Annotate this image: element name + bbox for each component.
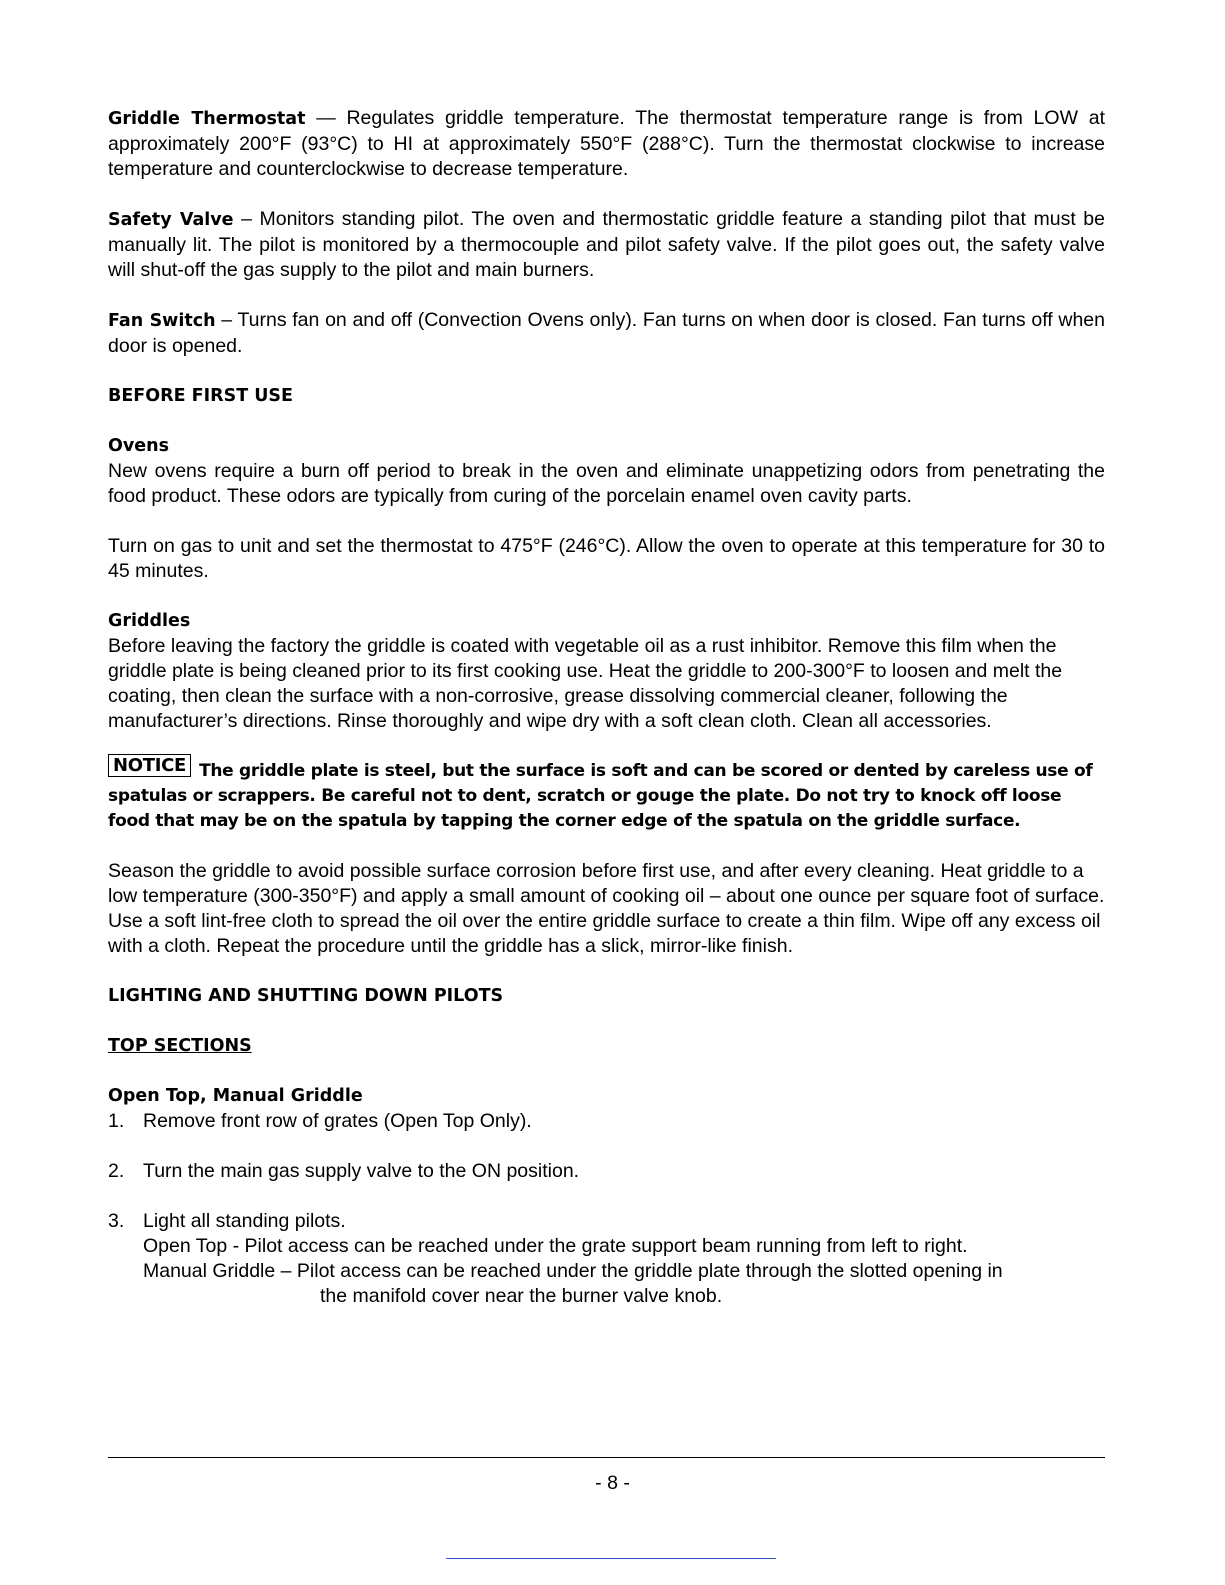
step-number: 2. bbox=[108, 1160, 125, 1182]
step-3-manual-griddle-note-cont: the manifold cover near the burner valve knob. bbox=[320, 1285, 723, 1307]
griddle-thermostat-text: — Regulates griddle temperature. The thermostat temperature range is from LOW at approximately 200°F (93°C) to HI at approximately 550°F (288°C). Turn the thermostat clockwise to increase temperature and counterclockwise to decrease temperature. bbox=[108, 107, 1105, 180]
safety-valve-text: – Monitors standing pilot. The oven and thermostatic griddle feature a standing pilot that must be manually lit. The pilot is monitored by a thermocouple and pilot safety valve. If the pilot goes out, the safety valve will shut-off the gas supply to the pilot and main burners. bbox=[108, 208, 1105, 281]
document-page bbox=[108, 106, 1105, 1334]
step-3-open-top-note: Open Top - Pilot access can be reached under the grate support beam running from left to right. bbox=[143, 1235, 968, 1257]
step-3-manual-griddle-note: Manual Griddle – Pilot access can be reached under the griddle plate through the slotted opening in bbox=[143, 1260, 1003, 1282]
notice-text: The griddle plate is steel, but the surface is soft and can be scored or dented by careless use of spatulas or scrappers. Be careful not to dent, scratch or gouge the plate. Do not try to knock off loose food that may be on the spatula by tapping the corner edge of the spatula on the griddle surface. bbox=[108, 761, 1093, 831]
step-number: 1. bbox=[108, 1110, 125, 1132]
list-item bbox=[108, 1109, 1105, 1134]
season-paragraph: Season the griddle to avoid possible surface corrosion before first use, and after every cleaning. Heat griddle to a low temperature (300-350°F) and apply a small amount of cooking oil – about one ounce per square foot of surface. Use a soft lint-free cloth to spread the oil over the entire griddle surface to create a thin film. Wipe off any excess oil with a cloth. Repeat the procedure until the griddle has a slick, mirror-like finish. bbox=[108, 860, 1105, 957]
notice-paragraph bbox=[108, 755, 1105, 834]
griddle-thermostat-paragraph bbox=[108, 106, 1105, 182]
step-text: Light all standing pilots. bbox=[143, 1210, 346, 1232]
fan-switch-label: Fan Switch bbox=[108, 311, 216, 331]
top-sections-heading: TOP SECTIONS bbox=[108, 1036, 252, 1056]
safety-valve-label: Safety Valve bbox=[108, 210, 234, 230]
lighting-heading: LIGHTING AND SHUTTING DOWN PILOTS bbox=[108, 986, 504, 1006]
page-number: - 8 - bbox=[595, 1472, 630, 1494]
ovens-paragraph-1: New ovens require a burn off period to break in the oven and eliminate unappetizing odors from penetrating the food product. These odors are typically from curing of the porcelain enamel oven cavity parts. bbox=[108, 460, 1105, 507]
fan-switch-paragraph bbox=[108, 308, 1105, 359]
footer-divider bbox=[108, 1457, 1105, 1458]
list-item bbox=[108, 1159, 1105, 1184]
step-text: Remove front row of grates (Open Top Only). bbox=[143, 1110, 532, 1132]
griddle-thermostat-label: Griddle Thermostat bbox=[108, 109, 306, 129]
griddles-paragraph: Before leaving the factory the griddle is coated with vegetable oil as a rust inhibitor. Remove this film when the griddle plate is being cleaned prior to its first cooking use. Heat the griddle to 200-300°F to loosen and melt the coating, then clean the surface with a non-corrosive, grease dissolving commercial cleaner, following the manufacturer’s directions. Rinse thoroughly and wipe dry with a soft clean cloth. Clean all accessories. bbox=[108, 635, 1063, 732]
griddles-title: Griddles bbox=[108, 611, 191, 631]
open-top-title: Open Top, Manual Griddle bbox=[108, 1086, 363, 1106]
bottom-link-underline bbox=[446, 1558, 776, 1559]
ovens-title: Ovens bbox=[108, 436, 170, 456]
notice-badge: NOTICE bbox=[108, 754, 191, 777]
step-number: 3. bbox=[108, 1210, 125, 1232]
list-item bbox=[108, 1209, 1105, 1309]
safety-valve-paragraph bbox=[108, 207, 1105, 283]
before-first-use-heading: BEFORE FIRST USE bbox=[108, 386, 293, 406]
ovens-paragraph-2: Turn on gas to unit and set the thermostat to 475°F (246°C). Allow the oven to operate at this temperature for 30 to 45 minutes. bbox=[108, 535, 1105, 582]
fan-switch-text: – Turns fan on and off (Convection Ovens only). Fan turns on when door is closed. Fan turns off when door is opened. bbox=[108, 309, 1105, 357]
step-text: Turn the main gas supply valve to the ON position. bbox=[143, 1160, 580, 1182]
steps-list bbox=[108, 1109, 1105, 1309]
